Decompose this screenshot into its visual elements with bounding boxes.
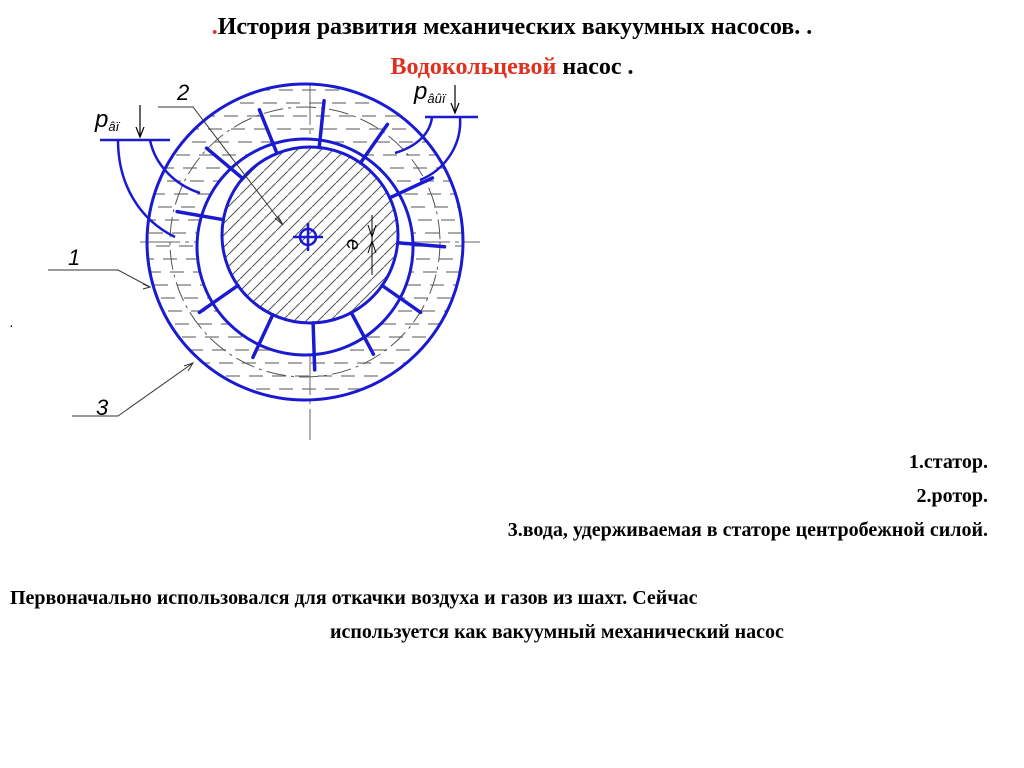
subtitle-text: насос . — [556, 54, 634, 80]
label-2: 2 — [177, 80, 190, 105]
subtitle-highlight: Водокольцевой — [390, 54, 557, 80]
label-1: 1 — [68, 245, 81, 270]
label-p-outlet: pâûï — [414, 78, 446, 106]
legend-item-water: 3.вода, удерживаемая в статоре центробежной силой. — [507, 519, 988, 541]
title-dot: . — [211, 14, 218, 40]
legend-item-rotor: 2.ротор. — [916, 485, 988, 507]
water-ring-pump-diagram — [0, 75, 500, 455]
outlet-port — [395, 117, 478, 180]
label-p-inlet: pâï — [95, 106, 120, 134]
title-text: История развития механических вакуумных насосов. . — [217, 14, 813, 40]
stray-dot: . — [10, 314, 14, 330]
legend-item-stator: 1.статор. — [908, 451, 988, 473]
description-line-2: используется как вакуумный механический насос — [330, 621, 784, 643]
slide-title — [0, 12, 1024, 42]
rotor-blade — [361, 124, 388, 162]
label-3: 3 — [96, 395, 109, 420]
rotor-blade — [313, 323, 315, 370]
label-e: e — [342, 239, 364, 251]
description-line-1: Первоначально использовался для откачки воздуха и газов из шахт. Сейчас — [10, 587, 698, 609]
